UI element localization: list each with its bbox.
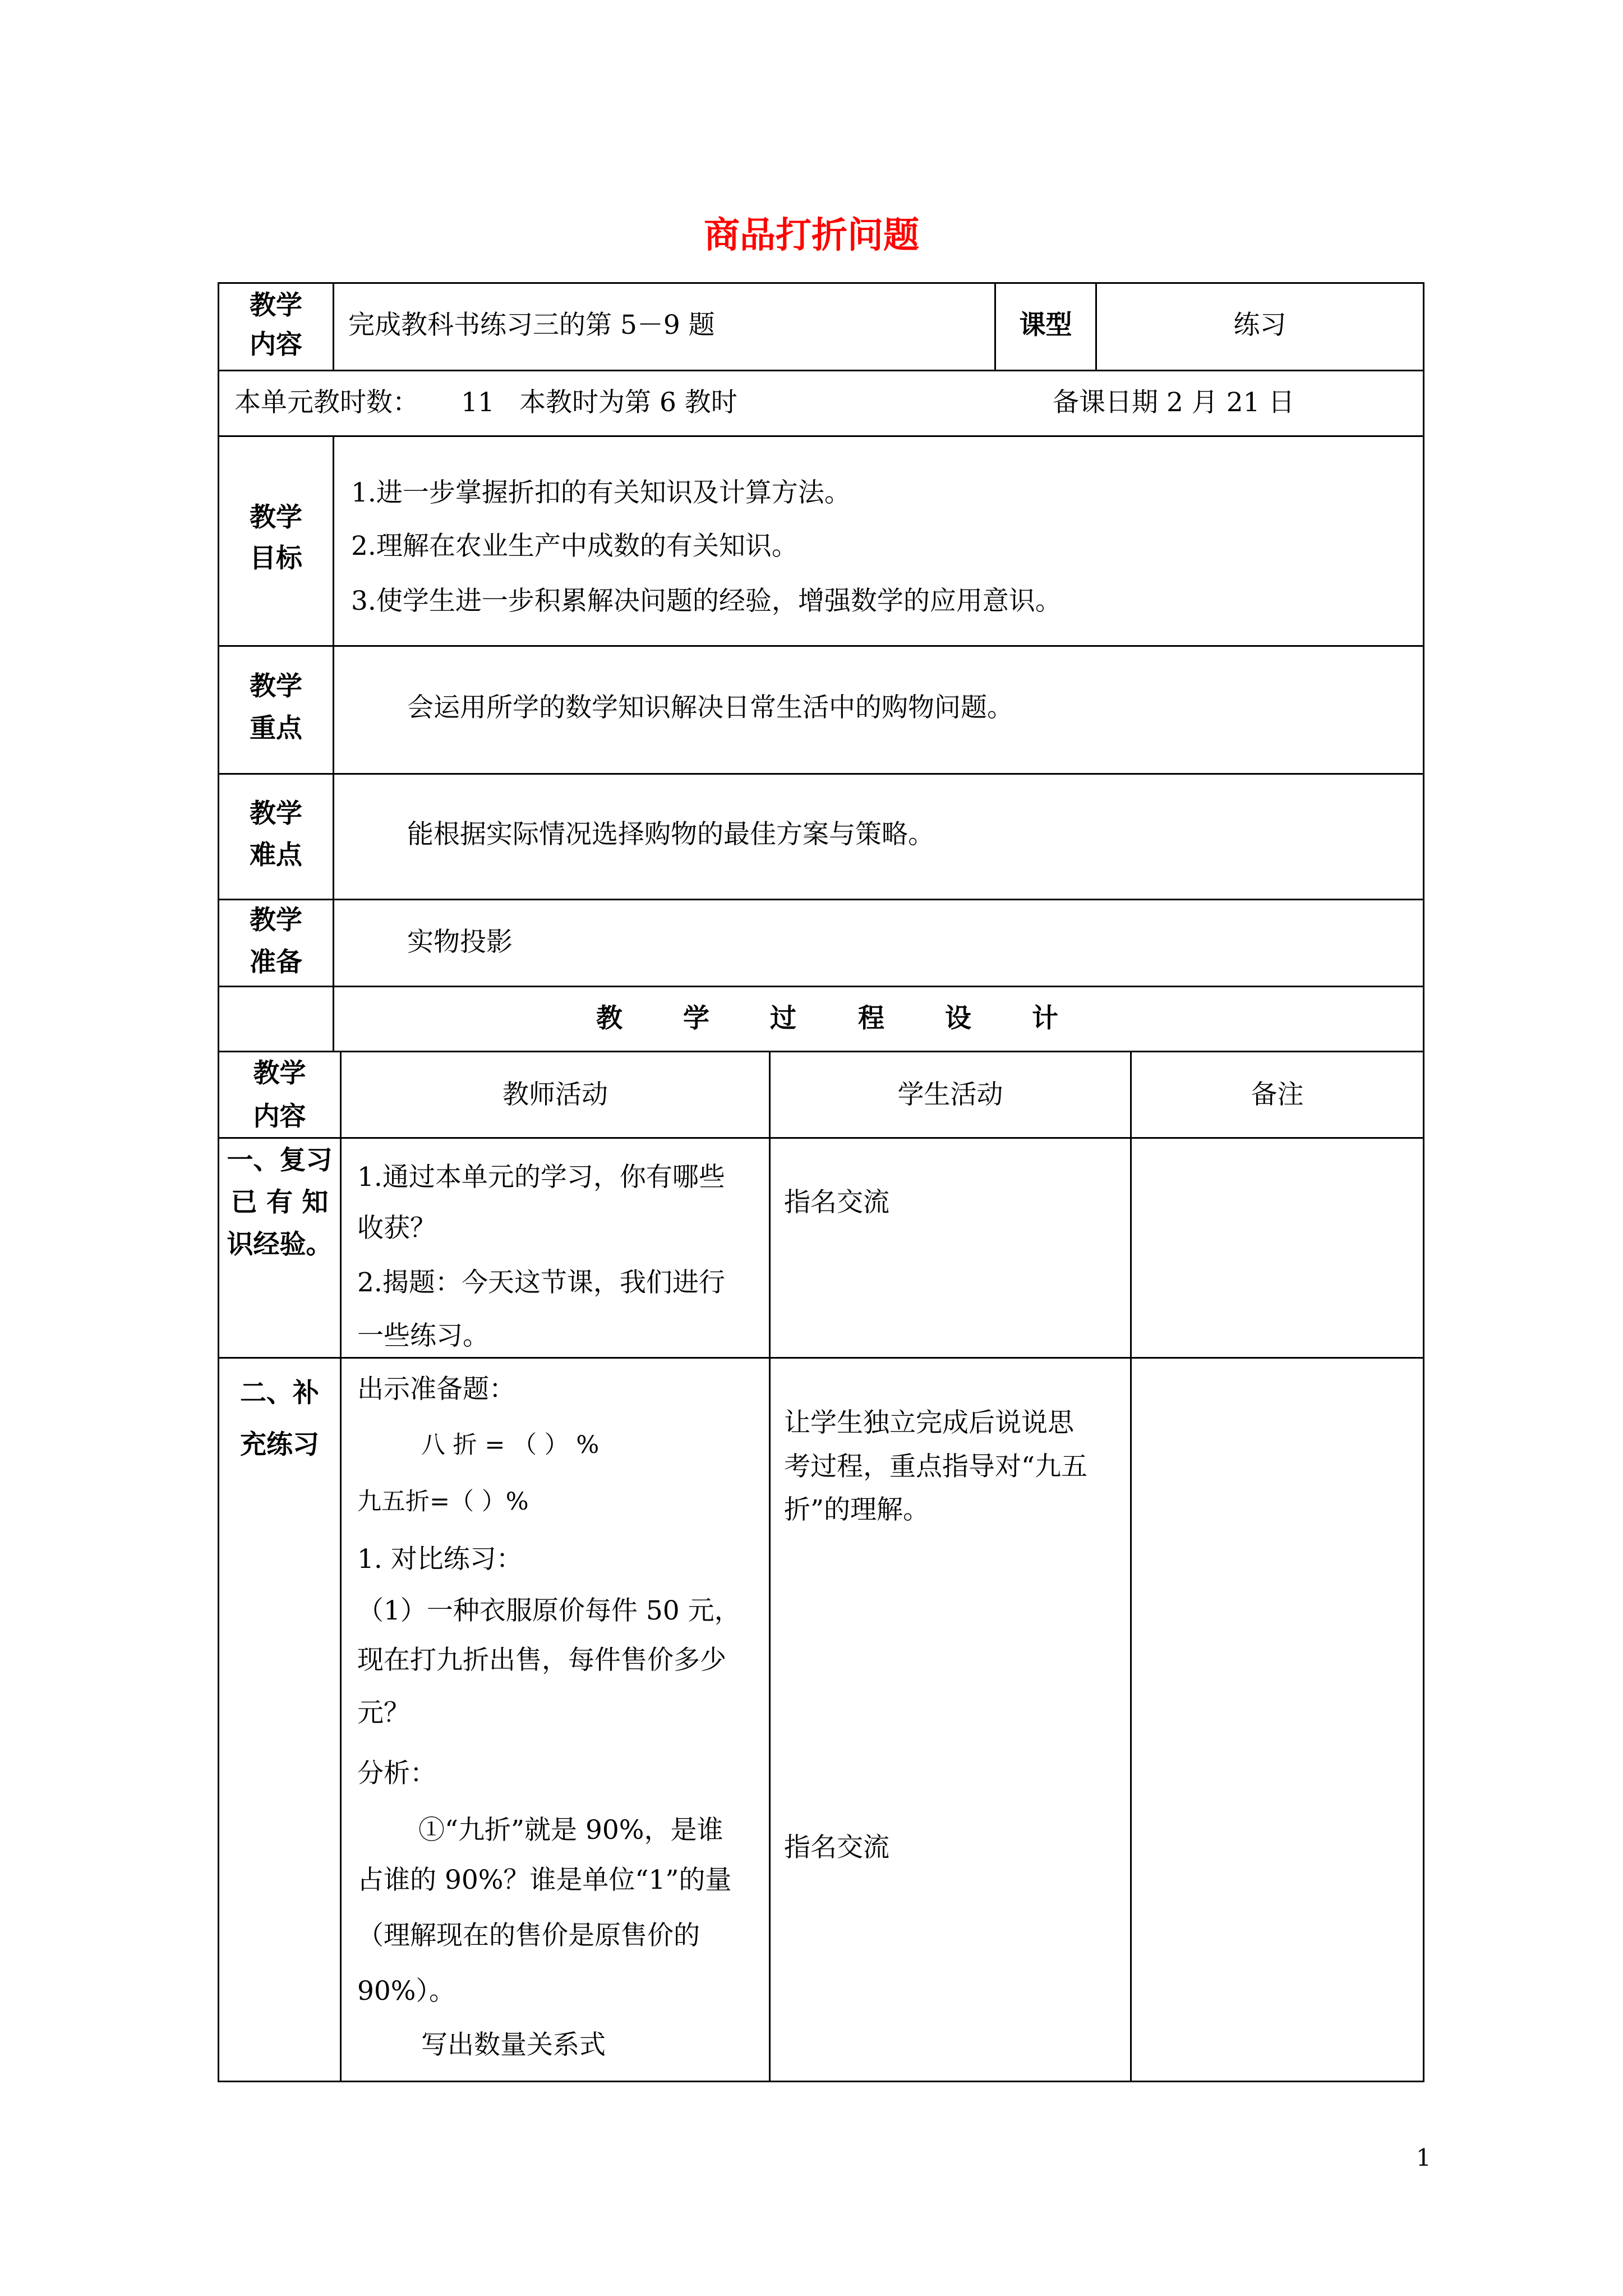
difficulty-label: 教学 — [250, 798, 302, 829]
teacher-activity-line: 九五折=（ ）% — [357, 1488, 529, 1516]
row-divider — [218, 645, 1424, 647]
row-label: 充练习 — [240, 1429, 319, 1460]
difficulty-value: 能根据实际情况选择购物的最佳方案与策略。 — [407, 819, 934, 850]
process-title-char: 设 — [945, 1003, 971, 1034]
document-title: 商品打折问题 — [704, 215, 919, 256]
column-header-note: 备注 — [1251, 1079, 1304, 1110]
table-border-bottom — [218, 2081, 1424, 2082]
row-label: 二、补 — [240, 1378, 319, 1409]
student-activity-line: 让学生独立完成后说说思 — [784, 1407, 1074, 1438]
column-header-content: 教学 — [253, 1058, 306, 1089]
row-divider — [218, 986, 1424, 987]
column-header-teacher: 教师活动 — [502, 1079, 608, 1110]
column-divider — [340, 1051, 342, 2082]
row-divider — [218, 1357, 1424, 1359]
teacher-activity-line: （理解现在的售价是原售价的 — [357, 1920, 700, 1951]
goal-item: 3.使学生进一步积累解决问题的经验，增强数学的应用意识。 — [351, 586, 1062, 616]
key-point-value: 会运用所学的数学知识解决日常生活中的购物问题。 — [407, 692, 1013, 723]
unit-hours-count: 11 — [461, 387, 495, 418]
goal-item: 1.进一步掌握折扣的有关知识及计算方法。 — [351, 477, 851, 508]
teacher-activity-line: （1）一种衣服原价每件 50 元， — [357, 1595, 741, 1626]
key-point-label: 教学 — [250, 671, 302, 702]
column-header-student: 学生活动 — [897, 1079, 1003, 1110]
content-label: 教学 — [250, 290, 302, 321]
current-lesson: 本教时为第 6 教时 — [519, 387, 737, 418]
process-title-char: 教 — [596, 1003, 623, 1034]
teacher-activity-line: 元？ — [357, 1697, 410, 1728]
preparation-label: 教学 — [250, 905, 302, 936]
teacher-activity-line: 收获？ — [357, 1213, 436, 1244]
column-divider — [333, 435, 334, 1052]
prep-date: 备课日期 2 月 21 日 — [1053, 387, 1295, 418]
column-header-content: 内容 — [253, 1101, 306, 1132]
teacher-activity-line: ①“九折”就是 90%，是谁 — [418, 1815, 723, 1846]
teacher-activity-line: 占谁的 90%？谁是单位“1”的量 — [357, 1865, 732, 1895]
teacher-activity-line: 分析： — [357, 1758, 436, 1789]
content-value: 完成教科书练习三的第 5－9 题 — [348, 310, 715, 341]
student-activity-line: 折”的理解。 — [784, 1494, 930, 1525]
row-label: 一、复习 — [227, 1145, 333, 1176]
preparation-value: 实物投影 — [407, 927, 513, 958]
student-activity-line: 指名交流 — [784, 1832, 889, 1863]
row-divider — [218, 1051, 1424, 1052]
row-divider — [218, 1137, 1424, 1139]
row-divider — [218, 435, 1424, 437]
unit-hours-label: 本单元教时数： — [234, 387, 419, 418]
type-value: 练习 — [1233, 310, 1287, 341]
row-divider — [218, 370, 1424, 371]
teacher-activity-line: 出示准备题： — [357, 1374, 515, 1405]
type-label: 课型 — [1019, 310, 1072, 341]
row-label: 已 有 知 — [230, 1187, 329, 1218]
column-divider — [769, 1051, 771, 2082]
column-divider — [1130, 1051, 1132, 2082]
teacher-activity-line: 1.通过本单元的学习，你有哪些 — [357, 1162, 725, 1193]
teacher-activity-line: 一些练习。 — [357, 1320, 489, 1351]
column-divider — [333, 282, 334, 371]
key-point-label: 重点 — [250, 713, 302, 744]
page-number: 1 — [1416, 2144, 1431, 2171]
content-label: 内容 — [250, 329, 302, 360]
student-activity-line: 考过程，重点指导对“九五 — [784, 1451, 1088, 1482]
process-title-char: 程 — [858, 1003, 884, 1034]
teacher-activity-line: 90%）。 — [357, 1976, 455, 2007]
teacher-activity-line: 现在打九折出售，每件售价多少 — [357, 1645, 726, 1676]
preparation-label: 准备 — [250, 947, 302, 978]
teacher-activity-line: 1. 对比练习： — [357, 1544, 523, 1575]
row-divider — [218, 899, 1424, 900]
table-border-top — [218, 282, 1424, 284]
student-activity-line: 指名交流 — [784, 1187, 889, 1218]
teacher-activity-line: 写出数量关系式 — [421, 2030, 606, 2060]
row-divider — [218, 773, 1424, 775]
goals-label: 目标 — [250, 543, 302, 574]
row-label: 识经验。 — [227, 1229, 333, 1260]
teacher-activity-line: 2.揭题：今天这节课，我们进行 — [357, 1267, 725, 1298]
goal-item: 2.理解在农业生产中成数的有关知识。 — [351, 531, 798, 562]
teacher-activity-line: 八 折 = （ ） % — [421, 1431, 600, 1459]
process-title-char: 过 — [770, 1003, 796, 1034]
process-title-char: 学 — [683, 1003, 709, 1034]
table-border-right — [1423, 282, 1424, 2082]
goals-label: 教学 — [250, 502, 302, 533]
difficulty-label: 难点 — [250, 840, 302, 871]
process-title-char: 计 — [1032, 1003, 1058, 1034]
